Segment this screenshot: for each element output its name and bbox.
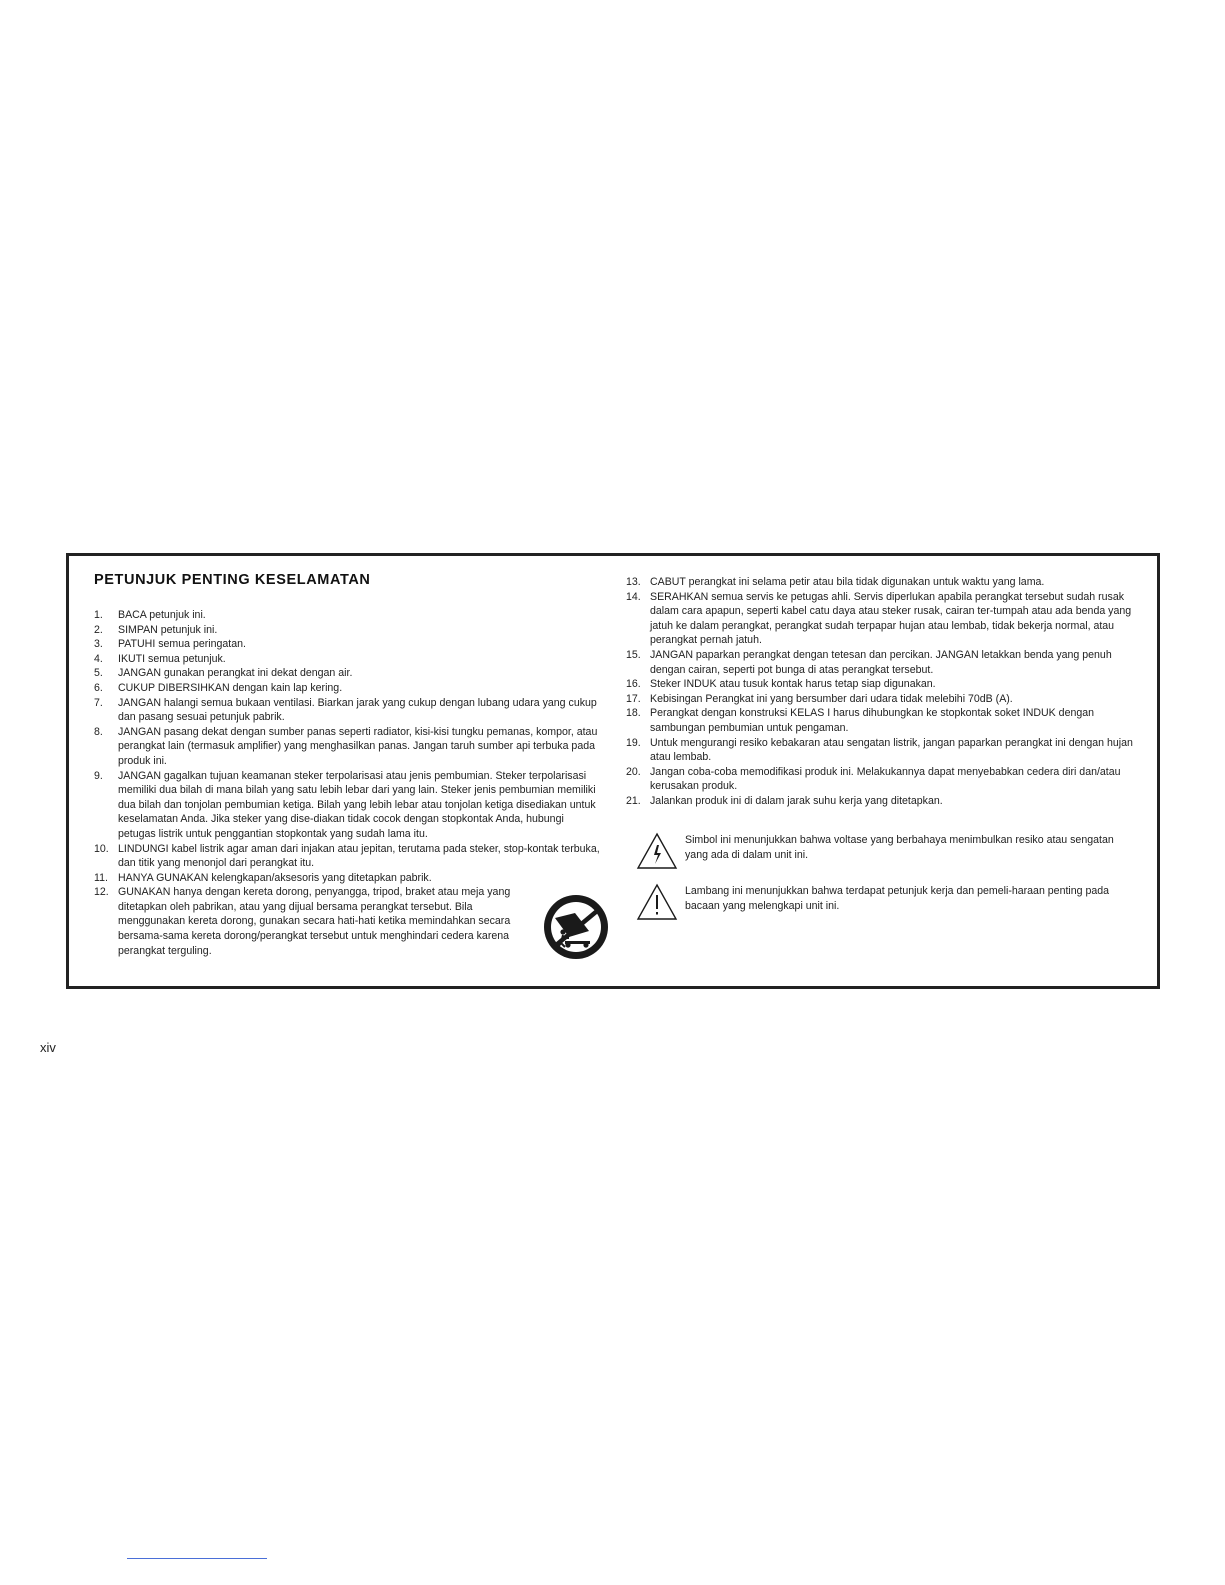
instruction-warning-text: Lambang ini menunjukkan bahwa terdapat petunjuk kerja dan pemeli-haraan penting pada bacaan yang melengkapi unit ini. — [685, 885, 1110, 912]
item-number: 11. — [94, 871, 108, 884]
item-text: Untuk mengurangi resiko kebakaran atau sengatan listrik, jangan paparkan perangkat ini dengan hujan atau lembab. — [650, 736, 1133, 764]
right-column — [626, 575, 1136, 809]
lightning-triangle-icon — [636, 832, 678, 870]
instruction-item — [626, 765, 1136, 794]
item-text: Perangkat dengan konstruksi KELAS I harus dihubungkan ke stopkontak soket INDUK dengan sambungan pembumian untuk pengaman. — [650, 707, 1095, 734]
item-text: IKUTI semua petunjuk. — [118, 652, 226, 665]
instruction-item — [626, 648, 1136, 677]
item-number: 20. — [626, 765, 641, 778]
item-text: BACA petunjuk ini. — [118, 609, 206, 621]
instruction-item — [626, 692, 1136, 707]
instruction-item — [94, 696, 600, 725]
left-instruction-list — [94, 608, 600, 958]
page-number: xiv — [40, 1040, 56, 1055]
item-number: 5. — [94, 667, 103, 680]
item-number: 12. — [94, 886, 109, 899]
instruction-warning — [636, 883, 1156, 923]
instruction-item — [626, 736, 1136, 765]
instruction-item — [626, 575, 1136, 590]
item-number: 4. — [94, 652, 103, 665]
item-number: 2. — [94, 623, 103, 636]
instruction-item — [94, 885, 600, 958]
item-text: Jangan coba-coba memodifikasi produk ini. Melakukannya dapat menyebabkan cedera diri dan/atau kerusakan produk. — [650, 765, 1121, 793]
instruction-item — [626, 706, 1136, 735]
item-number: 10. — [94, 842, 109, 855]
item-number: 13. — [626, 576, 641, 588]
instruction-item — [94, 666, 600, 681]
instruction-item — [94, 681, 600, 696]
item-number: 9. — [94, 769, 103, 782]
item-number: 16. — [626, 678, 641, 691]
item-number: 17. — [626, 692, 641, 705]
item-text: Jalankan produk ini di dalam jarak suhu kerja yang ditetapkan. — [650, 794, 943, 807]
item-number: 21. — [626, 794, 641, 807]
item-number: 1. — [94, 609, 103, 621]
item-text: JANGAN halangi semua bukaan ventilasi. Biarkan jarak yang cukup dengan lubang udara yang cukup dan pasang sesuai petunjuk pabrik. — [118, 696, 597, 724]
item-number: 8. — [94, 725, 103, 738]
bottom-rule — [127, 1558, 267, 1559]
item-number: 14. — [626, 590, 641, 603]
item-text: JANGAN gunakan perangkat ini dekat dengan air. — [118, 667, 353, 680]
item-text: PATUHI semua peringatan. — [118, 638, 246, 651]
item-number: 19. — [626, 736, 641, 749]
instruction-item — [94, 725, 600, 769]
exclamation-triangle-icon — [636, 883, 678, 921]
instruction-item — [94, 608, 600, 623]
cart-tip-over-warning-icon — [542, 893, 610, 961]
item-number: 7. — [94, 696, 103, 709]
instruction-item — [626, 590, 1136, 648]
item-text: SERAHKAN semua servis ke petugas ahli. Servis diperlukan apabila perangkat tersebut sudah rusak dalam cara apapun, seperti kabel catu daya atau steker rusak, cairan ter-tumpah atau ada benda yang jatuh ke dalam perangkat, perangkat sudah terpapar hujan atau lembab, tidak bekerja normal, atau perangkat pernah jatuh. — [650, 590, 1132, 647]
item-text: SIMPAN petunjuk ini. — [118, 623, 218, 636]
item-text: HANYA GUNAKAN kelengkapan/aksesoris yang ditetapkan pabrik. — [118, 871, 432, 884]
item-text: CABUT perangkat ini selama petir atau bila tidak digunakan untuk waktu yang lama. — [650, 576, 1045, 588]
right-instruction-list — [626, 575, 1136, 809]
item-number: 18. — [626, 707, 641, 720]
instruction-item — [94, 637, 600, 652]
instruction-item — [94, 769, 600, 842]
left-column — [94, 572, 600, 958]
instruction-item — [626, 794, 1136, 809]
instruction-item — [94, 842, 600, 871]
voltage-warning — [636, 832, 1156, 872]
item-text: LINDUNGI kabel listrik agar aman dari injakan atau jepitan, terutama pada steker, stop-kontak terbuka, dan titik yang menonjol dari perangkat itu. — [118, 842, 600, 870]
voltage-warning-text: Simbol ini menunjukkan bahwa voltase yang berbahaya menimbulkan resiko atau sengatan yang ada di dalam unit ini. — [685, 834, 1114, 861]
item-text: GUNAKAN hanya dengan kereta dorong, penyangga, tripod, braket atau meja yang ditetapkan oleh pabrikan, atau yang dijual bersama perangkat tersebut. Bila menggunakan kereta dorong, gunakan secara hati-hati ketika memindahkan secara bersama-sama kereta dorong/perangkat tersebut untuk menghindari cedera karena perangkat terguling. — [118, 886, 511, 957]
instruction-item — [94, 623, 600, 638]
item-text: Kebisingan Perangkat ini yang bersumber dari udara tidak melebihi 70dB (A). — [650, 692, 1013, 705]
instruction-item — [94, 652, 600, 667]
item-number: 6. — [94, 681, 103, 694]
item-number: 3. — [94, 638, 103, 651]
instruction-item — [94, 871, 600, 886]
instruction-item — [626, 677, 1136, 692]
item-number: 15. — [626, 648, 641, 661]
item-text: JANGAN paparkan perangkat dengan tetesan dan percikan. JANGAN letakkan benda yang penuh dengan cairan, seperti pot bunga di atas perangkat tersebut. — [650, 648, 1112, 676]
item-text: JANGAN pasang dekat dengan sumber panas seperti radiator, kisi-kisi tungku pemanas, kompor, atau perangkat lain (termasuk amplifier) yang menghasilkan panas. Jangan taruh sumber api terbuka pada produk ini. — [118, 725, 598, 767]
section-title: PETUNJUK PENTING KESELAMATAN — [94, 572, 371, 588]
item-text: JANGAN gagalkan tujuan keamanan steker terpolarisasi atau jenis pembumian. Steker terpolarisasi memiliki dua bilah di mana bilah yang satu lebih lebar dari yang lain. Steker jenis pembumian memiliki dua bilah dan tonjolan pembumian ketiga. Bilah yang lebih lebar atau tonjolan ketiga disediakan untuk keselamatan Anda. Jika steker yang dise-diakan tidak cocok dengan stopkontak Anda, hubungi petugas listrik untuk penggantian stopkontak yang sudah lama itu. — [118, 769, 596, 840]
item-text: CUKUP DIBERSIHKAN dengan kain lap kering. — [118, 681, 343, 694]
item-text: Steker INDUK atau tusuk kontak harus tetap siap digunakan. — [650, 678, 936, 691]
